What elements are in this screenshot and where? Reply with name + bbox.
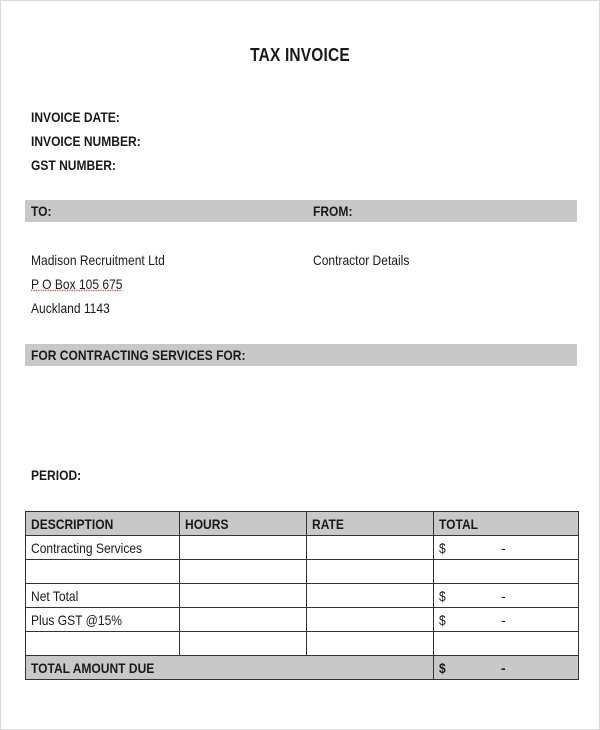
total-amount-cell <box>434 656 579 680</box>
invoice-table <box>25 511 579 680</box>
table-row <box>26 560 579 584</box>
description-cell: Net Total <box>26 584 180 608</box>
description-cell <box>26 632 180 656</box>
rate-cell <box>307 608 434 632</box>
rate-cell <box>307 584 434 608</box>
table-row <box>26 608 579 632</box>
invoice-date-label: INVOICE DATE: <box>31 109 120 125</box>
to-label: TO: <box>31 203 52 219</box>
to-address-line: Madison Recruitment Ltd <box>31 252 165 268</box>
total-cell <box>434 584 579 608</box>
total-cell <box>434 608 579 632</box>
hours-cell <box>180 560 307 584</box>
description-cell: Plus GST @15% <box>26 608 180 632</box>
total-amount-label: TOTAL AMOUNT DUE <box>26 656 434 680</box>
gst-number-label: GST NUMBER: <box>31 157 116 173</box>
table-row <box>26 584 579 608</box>
column-header-total: TOTAL <box>434 512 579 536</box>
currency-symbol: $ <box>439 659 446 676</box>
hours-cell <box>180 536 307 560</box>
column-header-rate: RATE <box>307 512 434 536</box>
total-cell <box>434 632 579 656</box>
from-details: Contractor Details <box>313 252 410 268</box>
hours-cell <box>180 584 307 608</box>
to-address <box>31 248 165 320</box>
amount-value: - <box>501 539 506 556</box>
amount-value: - <box>501 611 506 628</box>
table-row <box>26 536 579 560</box>
total-cell <box>434 560 579 584</box>
amount-value: - <box>501 587 506 604</box>
table-row <box>26 632 579 656</box>
amount-value: - <box>501 659 506 676</box>
total-amount-row <box>26 656 579 680</box>
currency-symbol: $ <box>439 611 446 628</box>
to-address-line: Auckland 1143 <box>31 300 110 316</box>
period-label: PERIOD: <box>31 467 82 483</box>
hours-cell <box>180 632 307 656</box>
table-header-row <box>26 512 579 536</box>
description-cell: Contracting Services <box>26 536 180 560</box>
column-header-hours: HOURS <box>180 512 307 536</box>
column-header-description: DESCRIPTION <box>26 512 180 536</box>
services-label: FOR CONTRACTING SERVICES FOR: <box>31 347 246 363</box>
rate-cell <box>307 536 434 560</box>
from-label: FROM: <box>313 203 353 219</box>
description-cell <box>26 560 180 584</box>
hours-cell <box>180 608 307 632</box>
invoice-number-label: INVOICE NUMBER: <box>31 133 141 149</box>
page-title: TAX INVOICE <box>250 45 350 65</box>
to-from-header <box>25 200 577 222</box>
currency-symbol: $ <box>439 587 446 604</box>
currency-symbol: $ <box>439 539 446 556</box>
rate-cell <box>307 632 434 656</box>
rate-cell <box>307 560 434 584</box>
to-address-line: P O Box 105 675 <box>31 276 123 292</box>
total-cell <box>434 536 579 560</box>
services-header <box>25 344 577 366</box>
invoice-meta <box>31 105 141 177</box>
